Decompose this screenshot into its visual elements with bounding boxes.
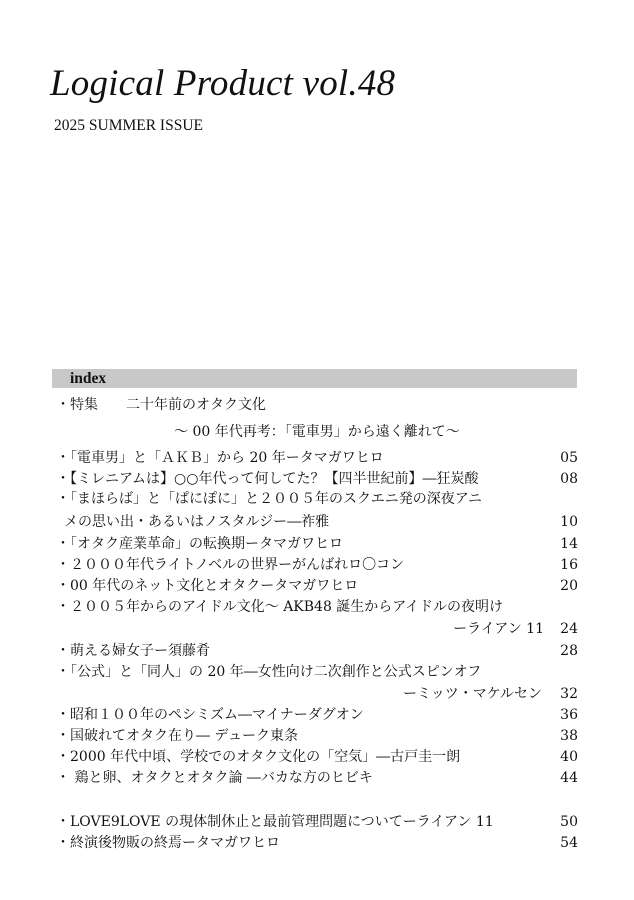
toc-entry-page: 24 <box>560 621 578 637</box>
issue-subtitle: 2025 SUMMER ISSUE <box>54 117 203 134</box>
toc-entry-title-continued: メの思い出・あるいはノスタルジー―祚雅 <box>64 514 330 530</box>
toc-entry-page: 38 <box>560 728 578 744</box>
toc-entry-title: ・萌える婦女子ー須藤肴 <box>56 643 210 659</box>
toc-entry-page: 32 <box>560 686 578 702</box>
toc-entry-title: ・「電車男」と「ＡＫＢ」から 20 年ータマガワヒロ <box>56 450 384 466</box>
toc-entry-page: 16 <box>560 557 578 573</box>
toc-entry-page: 50 <box>560 814 578 830</box>
toc-entry-page: 40 <box>560 749 578 765</box>
toc-entry-title: ・「まほらば」と「ぱにぽに」と２００５年のスクエニ発の深夜アニ <box>56 491 483 507</box>
toc-entry-title: ・00 年代のネット文化とオタクータマガワヒロ <box>56 578 359 594</box>
toc-entry-page: 20 <box>560 578 578 594</box>
toc-entry-page: 08 <box>560 471 578 487</box>
toc-entry-page: 54 <box>560 835 578 851</box>
toc-entry-page: 28 <box>560 643 578 659</box>
toc-entry-title: ・「オタク産業革命」の転換期ータマガワヒロ <box>56 536 343 552</box>
toc-entry-title: ・【ミレニアムは】○○年代って何してた？【四半世紀前】―狂炭酸 <box>56 471 479 487</box>
toc-entry-title: ・LOVE9LOVE の現体制休止と最前管理問題についてーライアン 11 <box>56 814 494 830</box>
toc-entry-title: ・昭和１００年のペシミズム―マイナーダグオン <box>56 707 364 723</box>
toc-entry-title: ・終演後物販の終焉ータマガワヒロ <box>56 835 280 851</box>
toc-entry-title: ・「公式」と「同人」の 20 年―女性向け二次創作と公式スピンオフ <box>56 664 482 680</box>
toc-entry-page: 10 <box>560 514 578 530</box>
magazine-title: Logical Product vol.48 <box>50 63 396 104</box>
index-heading: index <box>70 370 107 387</box>
toc-entry-title: ・2000 年代中頃、学校でのオタク文化の「空気」―古戸圭一朗 <box>56 749 461 765</box>
toc-entry-page: 14 <box>560 536 578 552</box>
toc-entry-page: 36 <box>560 707 578 723</box>
toc-entry-title: ・２００５年からのアイドル文化～ AKB48 誕生からアイドルの夜明け <box>56 599 504 615</box>
toc-entry-title: ・２０００年代ライトノベルの世界ーがんばれロ〇コン <box>56 557 405 573</box>
toc-entry-author: ーライアン 11 <box>453 621 544 637</box>
toc-entry-author: ーミッツ・マケルセン <box>402 686 542 702</box>
toc-entry-title: ・国破れてオタク在り― デューク東条 <box>56 728 299 744</box>
index-header-bar <box>52 369 577 388</box>
toc-entry-page: 44 <box>560 770 578 786</box>
toc-entry-title: ・ 鶏と卵、オタクとオタク論 ―バカな方のヒビキ <box>56 770 373 786</box>
feature-label: ・特集 二十年前のオタク文化 <box>56 397 266 413</box>
toc-entry-page: 05 <box>560 450 578 466</box>
feature-subtitle: ～ 00 年代再考：「電車男」から遠く離れて～ <box>174 424 460 440</box>
